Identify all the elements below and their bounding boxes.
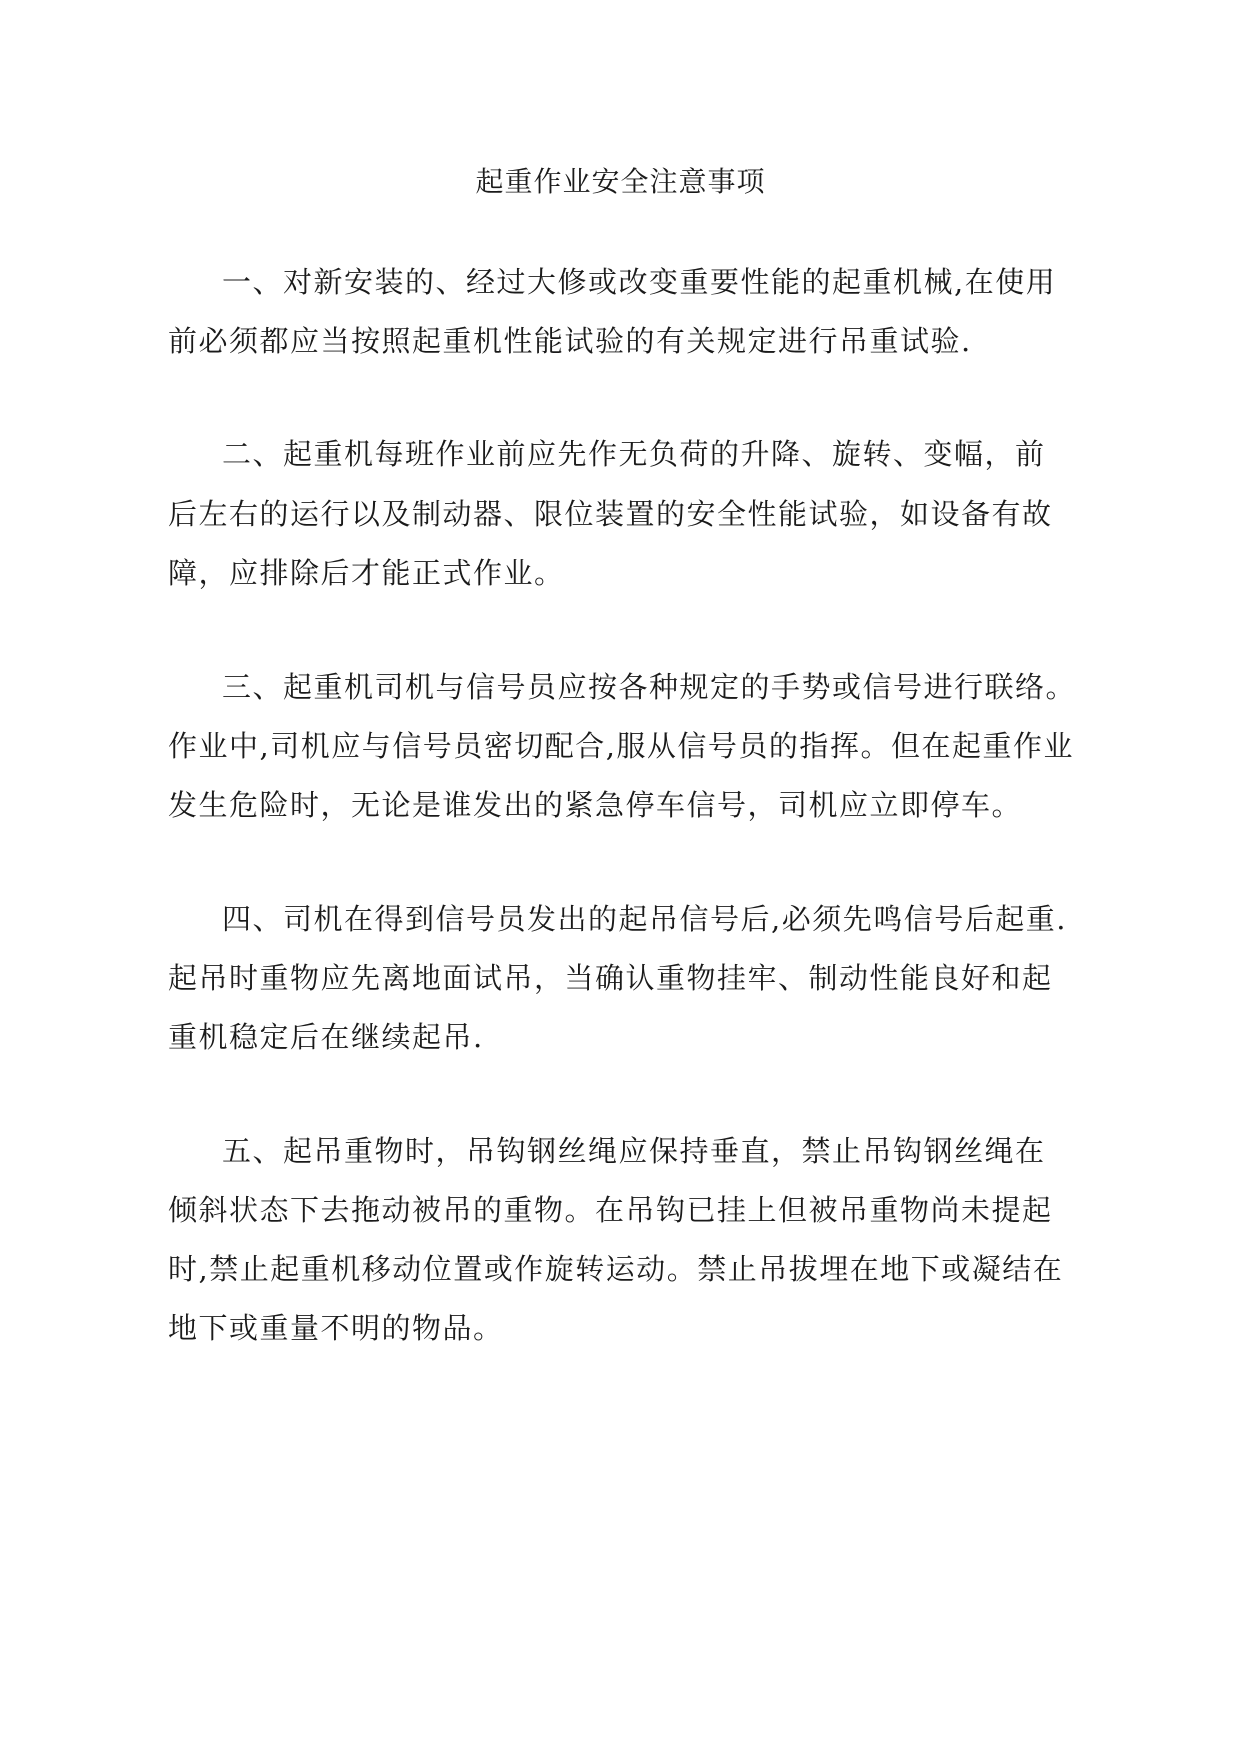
paragraph-line: 起吊时重物应先离地面试吊，当确认重物挂牢、制动性能良好和起 bbox=[168, 961, 1053, 995]
paragraph-line: 三、起重机司机与信号员应按各种规定的手势或信号进行联络。 bbox=[222, 670, 1077, 704]
paragraph-line: 四、司机在得到信号员发出的起吊信号后,必须先鸣信号后起重. bbox=[222, 902, 1067, 936]
paragraph-line: 作业中,司机应与信号员密切配合,服从信号员的指挥。但在起重作业 bbox=[168, 729, 1074, 763]
paragraph-line: 地下或重量不明的物品。 bbox=[168, 1311, 504, 1345]
paragraph-line: 五、起吊重物时，吊钩钢丝绳应保持垂直，禁止吊钩钢丝绳在 bbox=[222, 1134, 1046, 1168]
paragraph-line: 重机稳定后在继续起吊. bbox=[168, 1020, 484, 1054]
paragraph-line: 时,禁止起重机移动位置或作旋转运动。禁止吊拔埋在地下或凝结在 bbox=[168, 1252, 1064, 1286]
paragraph-line: 倾斜状态下去拖动被吊的重物。在吊钩已挂上但被吊重物尚未提起 bbox=[168, 1193, 1053, 1227]
paragraph-line: 障，应排除后才能正式作业。 bbox=[168, 556, 565, 590]
paragraph-line: 发生危险时，无论是谁发出的紧急停车信号，司机应立即停车。 bbox=[168, 788, 1023, 822]
paragraph-line: 后左右的运行以及制动器、限位装置的安全性能试验，如设备有故 bbox=[168, 497, 1053, 531]
paragraph-line: 二、起重机每班作业前应先作无负荷的升降、旋转、变幅，前 bbox=[222, 437, 1046, 471]
paragraph-line: 一、对新安装的、经过大修或改变重要性能的起重机械,在使用 bbox=[222, 265, 1057, 299]
document-title: 起重作业安全注意事项 bbox=[475, 165, 766, 198]
paragraph-line: 前必须都应当按照起重机性能试验的有关规定进行吊重试验. bbox=[168, 324, 972, 358]
